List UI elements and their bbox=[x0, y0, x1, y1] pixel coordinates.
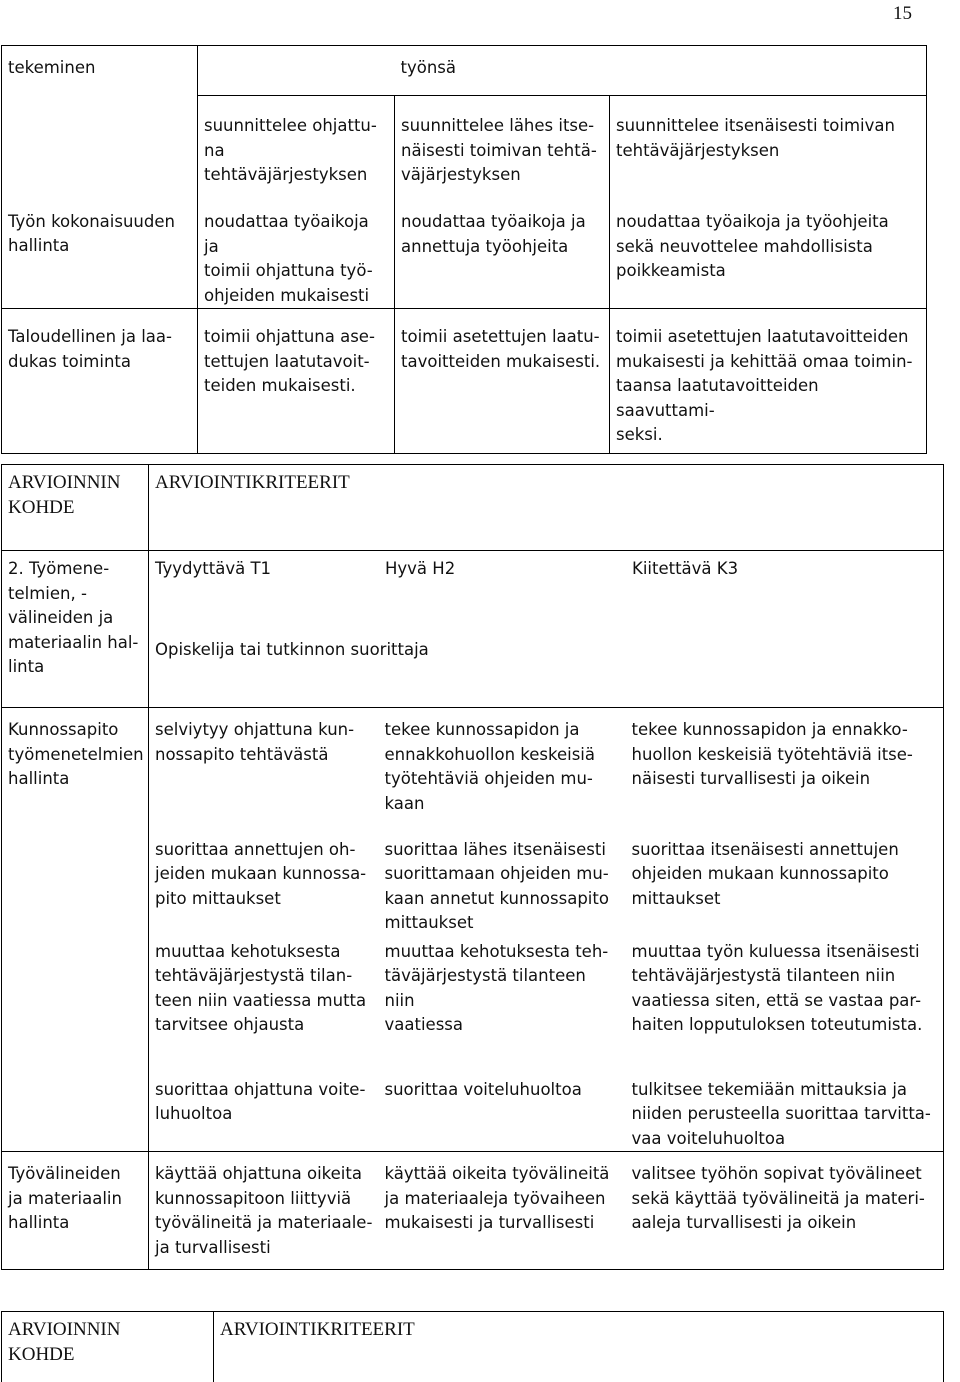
header-empty bbox=[198, 46, 395, 96]
m-r3-t3: muuttaa työn kuluessa itsenäisesti tehtäväjärjestystä tilanteen niin vaatiessa siten, että se vastaa par- haiten lopputuloksen toteutumista. bbox=[626, 936, 944, 1068]
m-r4-t3: tulkitsee tekemiään mittauksia ja niiden perusteella suorittaa tarvitta- vaa voiteluhuoltoa bbox=[626, 1068, 944, 1152]
economy-label: Taloudellinen ja laa- dukas toiminta bbox=[2, 309, 198, 454]
header-tekeminen: tekeminen bbox=[2, 46, 198, 96]
tools-t2: käyttää oikeita työvälineitä ja materiaaleja työvaiheen mukaisesti ja turvallisesti bbox=[379, 1152, 626, 1270]
planning-t3: suunnittelee itsenäisesti toimivan tehtäväjärjestyksen bbox=[616, 116, 895, 160]
m-r2-t1: suorittaa annettujen oh- jeiden mukaan kunnossa- pito mittaukset bbox=[155, 839, 367, 908]
m-r4-t2: suorittaa voiteluhuoltoa bbox=[379, 1068, 626, 1152]
tools-t1: käyttää ohjattuna oikeita kunnossapitoon liittyviä työvälineitä ja materiaale- ja turvallisesti bbox=[149, 1152, 379, 1270]
grade-t1: Tyydyttävä T1 bbox=[155, 559, 272, 578]
grade-k3: Kiitettävä K3 bbox=[632, 559, 739, 578]
section-title: 2. Työmene- telmien, - välineiden ja materiaalin hal- linta bbox=[2, 551, 149, 708]
planning-t1: suunnittelee ohjattu- na tehtäväjärjestyksen bbox=[204, 116, 377, 184]
header-empty-2 bbox=[610, 46, 927, 96]
economy-t1: toimii ohjattuna ase- tettujen laatutavoit- teiden mukaisesti. bbox=[198, 309, 395, 454]
criteria-table-2 bbox=[1, 464, 944, 1270]
economy-t2: toimii asetettujen laatu- tavoitteiden mukaisesti. bbox=[395, 309, 610, 454]
grade-h2: Hyvä H2 bbox=[385, 559, 456, 578]
work-management-label: Työn kokonaisuuden hallinta bbox=[2, 96, 198, 309]
m-r3-t1: muuttaa kehotuksesta tehtäväjärjestystä tilan- teen niin vaatiessa mutta tarvitsee ohjausta bbox=[155, 941, 367, 1034]
subject: Opiskelija tai tutkinnon suorittaja bbox=[155, 639, 429, 659]
work-t1: noudattaa työaikoja ja toimii ohjattuna työ- ohjeiden mukaisesti bbox=[204, 212, 373, 305]
head-criteria: ARVIOINTIKRITEERIT bbox=[149, 465, 944, 551]
grades-cell bbox=[149, 551, 944, 708]
m-r1-t1: selviytyy ohjattuna kun- nossapito tehtävästä bbox=[149, 708, 379, 826]
maintenance-label: Kunnossapito työmenetelmien hallinta bbox=[2, 708, 149, 826]
m-r2-t3: suorittaa itsenäisesti annettujen ohjeiden mukaan kunnossapito mittaukset bbox=[626, 826, 944, 936]
head-criteria-2: ARVIOINTIKRITEERIT bbox=[214, 1312, 944, 1382]
m-r1-t2: tekee kunnossapidon ja ennakkohuollon keskeisiä työtehtäviä ohjeiden mu- kaan bbox=[379, 708, 626, 826]
m-r1-t3: tekee kunnossapidon ja ennakko- huollon keskeisiä työtehtäviä itse- näisesti turvallisesti ja oikein bbox=[626, 708, 944, 826]
work-t3: noudattaa työaikoja ja työohjeita sekä neuvottelee mahdollisista poikkeamista bbox=[616, 212, 889, 280]
m-r3-t2: muuttaa kehotuksesta teh- täväjärjestystä tilanteen niin vaatiessa bbox=[384, 941, 609, 1034]
maintenance-empty-3 bbox=[2, 1068, 149, 1152]
maintenance-empty-2 bbox=[2, 936, 149, 1068]
work-management-t1 bbox=[198, 96, 395, 309]
page-number: 15 bbox=[893, 3, 912, 24]
work-management-t2 bbox=[395, 96, 610, 309]
m-r2-t2: suorittaa lähes itsenäisesti suorittamaan ohjeiden mu- kaan annetut kunnossapito mittaukset bbox=[384, 839, 609, 932]
tools-t3: valitsee työhön sopivat työvälineet sekä käyttää työvälineitä ja materi- aaleja turvallisesti ja oikein bbox=[626, 1152, 944, 1270]
header-tyonsa: työnsä bbox=[395, 46, 610, 96]
criteria-table-1 bbox=[1, 45, 927, 454]
m-r4-t1: suorittaa ohjattuna voite- luhuoltoa bbox=[149, 1068, 379, 1152]
work-t2: noudattaa työaikoja ja annettuja työohjeita bbox=[401, 212, 586, 256]
maintenance-empty-1 bbox=[2, 826, 149, 936]
work-management-t3 bbox=[610, 96, 927, 309]
criteria-table-3 bbox=[1, 1311, 944, 1382]
head-target: ARVIOINNIN KOHDE bbox=[2, 465, 149, 551]
economy-t3: toimii asetettujen laatutavoitteiden mukaisesti ja kehittää omaa toimin- taansa laatutavoitteiden saavuttami- seksi. bbox=[610, 309, 927, 454]
planning-t2: suunnittelee lähes itse- näisesti toimivan tehtä- väjärjestyksen bbox=[401, 116, 597, 184]
head-target-2: ARVIOINNIN KOHDE bbox=[2, 1312, 214, 1382]
tools-label: Työvälineiden ja materiaalin hallinta bbox=[2, 1152, 149, 1270]
